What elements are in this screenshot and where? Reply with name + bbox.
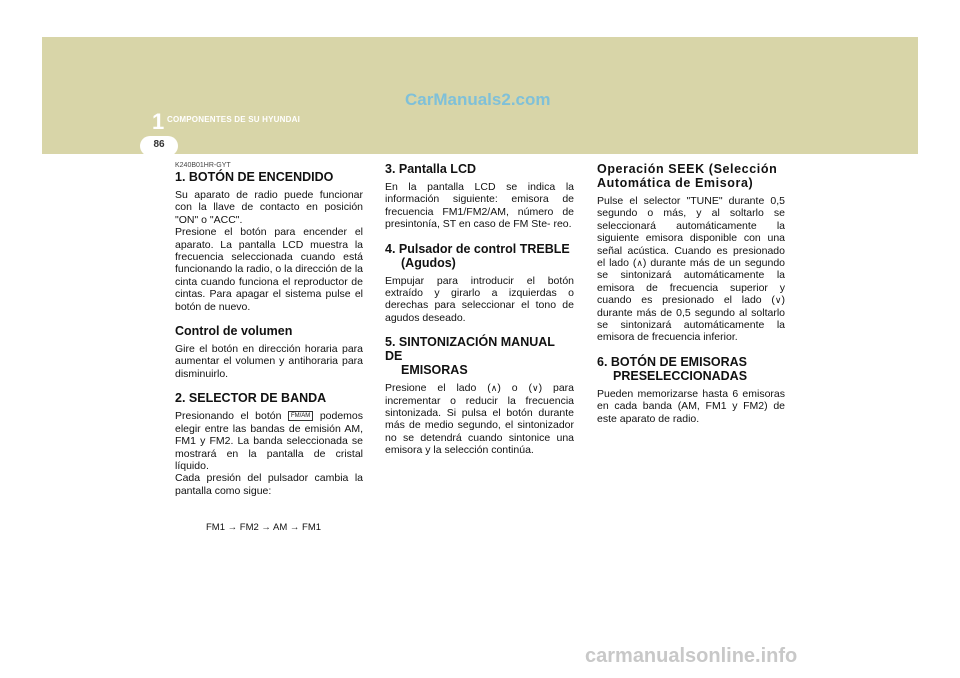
paragraph: Empujar para introducir el botón extraído y girarlo a izquierdas o derechas para seleccionar el tono de agudos deseado. (385, 274, 574, 324)
heading-treble (385, 242, 574, 270)
page-number: 86 (153, 139, 165, 150)
page-number-tab (140, 136, 178, 156)
text: Presione el lado ( (385, 382, 491, 395)
paragraph: Presione el botón para encender el aparato. La pantalla LCD muestra la frecuencia seleccionada cuando está funcionando la radio, o la dirección de la cinta cuando funciona el reproductor de cintas. Para apagar el sistema pulse el botón de nuevo. (175, 226, 363, 313)
chevron-down-icon: ∨ (774, 295, 782, 306)
column-1 (175, 162, 363, 508)
paragraph: Cada presión del pulsador cambia la pantalla como sigue: (175, 472, 363, 497)
chevron-up-icon: ∧ (636, 258, 643, 269)
heading-seek: Operación SEEK (Selección Automática de Emisora) (597, 162, 778, 190)
band-sequence: FM1 → FM2 → AM → FM1 (206, 522, 322, 533)
heading-presets (597, 355, 785, 383)
heading-power-button: 1. BOTÓN DE ENCENDIDO (175, 170, 334, 184)
watermark-top[interactable]: CarManuals2.com (405, 90, 551, 109)
fm-am-key-icon: FM/AM (288, 411, 313, 421)
heading-lcd: 3. Pantalla LCD (385, 162, 476, 176)
text: Pulse el selector "TUNE" durante 0,5 segundo o más, y al soltarlo se seleccionará automáticamente la siguiente emisora disponible con una señal acústica. Cuando es presionado el lado ( (597, 195, 785, 270)
paragraph (175, 410, 363, 472)
watermark-footer[interactable]: carmanualsonline.info (585, 645, 798, 667)
text: Presionando el botón (175, 410, 282, 423)
text: (Agudos) (401, 255, 456, 270)
paragraph: Gire el botón en dirección horaria para aumentar el volumen y antihoraria para disminuirlo. (175, 343, 363, 380)
paragraph: En la pantalla LCD se indica la información siguiente: emisora de frecuencia FM1/FM2/AM, número de presintonía, ST en caso de FM Ste- reo. (385, 181, 574, 231)
text: 5. SINTONIZACIÓN MANUAL DE (385, 335, 555, 364)
text: PRESELECCIONADAS (613, 368, 748, 383)
paragraph: Su aparato de radio puede funcionar con la llave de contacto en posición "ON" o "ACC". (175, 189, 363, 226)
heading-band-selector: 2. SELECTOR DE BANDA (175, 391, 327, 406)
text: ) durante más de 0,5 segundo al soltarlo se sintonizará automáticamente la emisora de frecuencia inferior. (597, 294, 785, 344)
chapter-number: 1 (152, 109, 165, 134)
paragraph: Pueden memorizarse hasta 6 emisoras en cada banda (AM, FM1 y FM2) de este aparato de radio. (597, 387, 785, 425)
heading-manual-tuning (385, 335, 574, 377)
chevron-up-icon: ∧ (490, 383, 498, 394)
text: ) o ( (497, 382, 532, 395)
section-code: K240B01HR-GYT (175, 162, 231, 169)
text: podemos elegir entre las bandas de emisión AM, FM1 y FM2. La banda seleccionada se mostrará en la pantalla de cristal líquido. (175, 410, 364, 472)
chevron-down-icon: ∨ (531, 383, 539, 394)
chapter-title: COMPONENTES DE SU HYUNDAI (167, 115, 301, 124)
text: ) para incrementar o reducir la frecuencia sintonizada. Si pulsa el botón durante más de medio segundo, el sintonizador no se detendrá cuando sintonice una emisora y la selección continúa. (385, 382, 575, 457)
column-3 (597, 162, 785, 436)
paragraph (385, 382, 574, 456)
text: ) durante más de un segundo se sintonizará automáticamente la emisora de frecuencia superior y cuando es presionado el lado ( (597, 257, 785, 307)
text: 4. Pulsador de control TREBLE (385, 241, 570, 256)
column-2 (385, 162, 574, 468)
paragraph (597, 195, 785, 344)
text: EMISORAS (401, 363, 468, 378)
heading-volume: Control de volumen (175, 324, 293, 339)
text: 6. BOTÓN DE EMISORAS (597, 354, 748, 369)
